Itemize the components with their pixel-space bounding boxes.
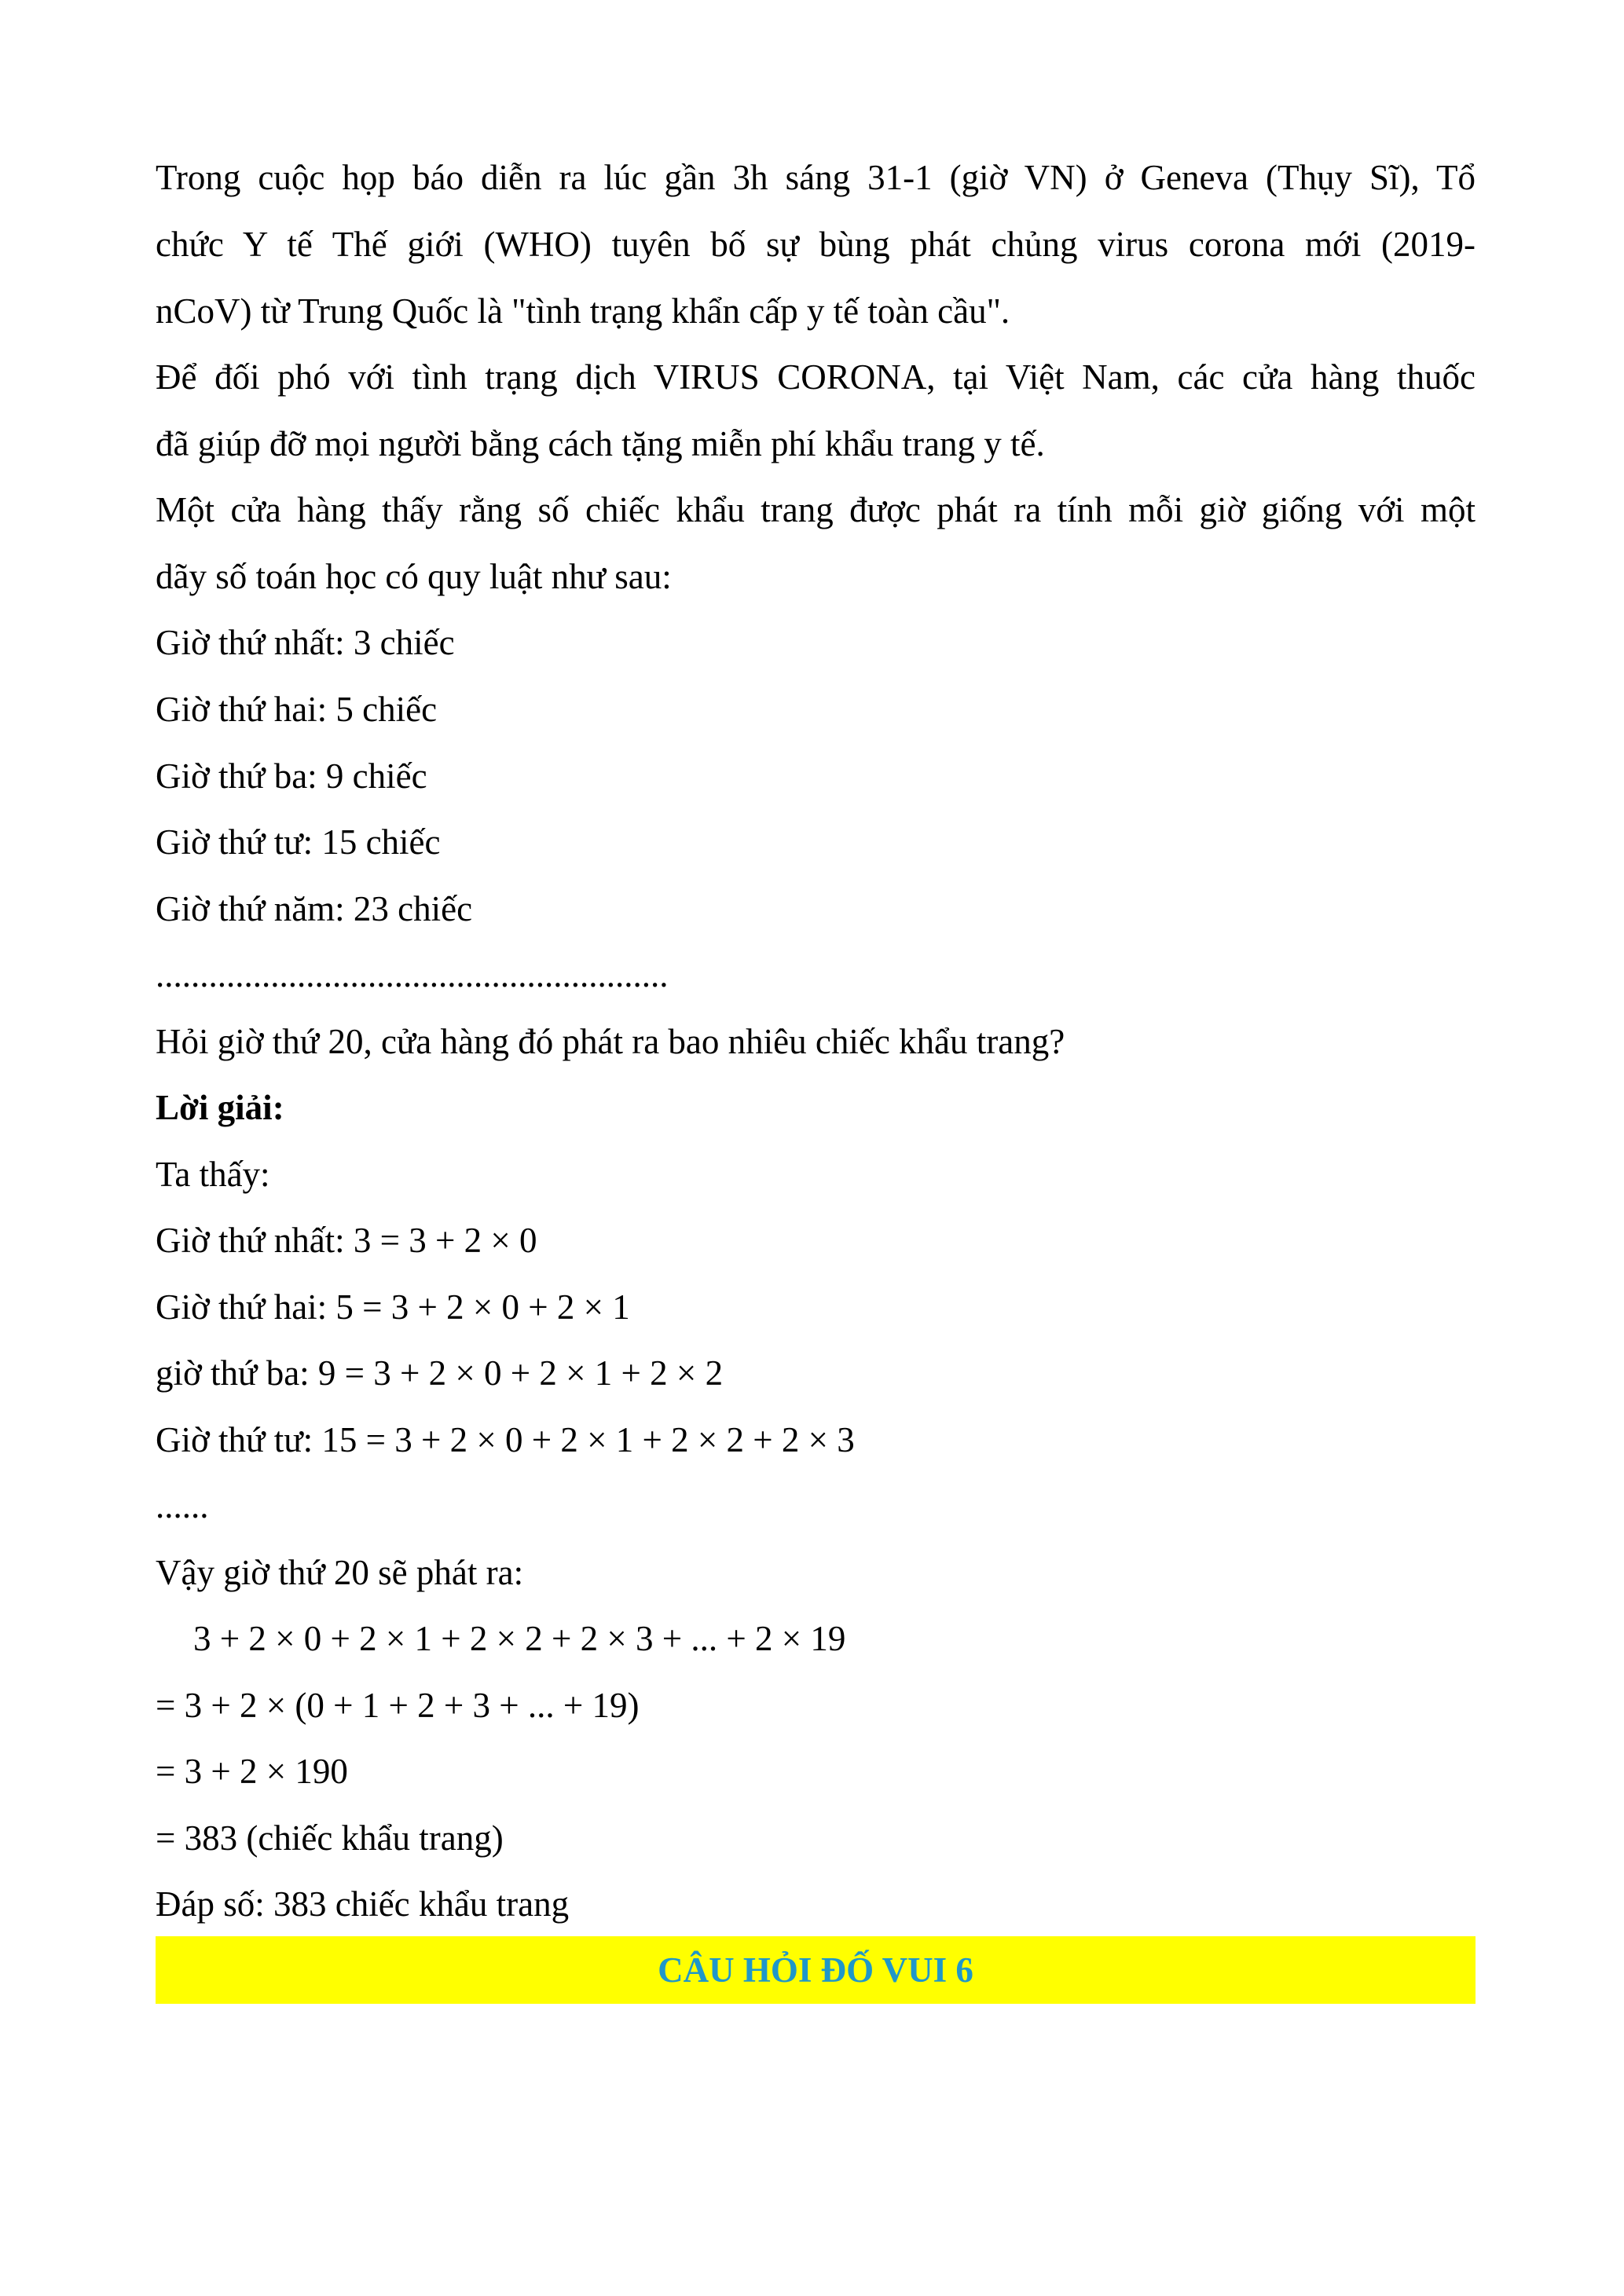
final-answer: Đáp số: 383 chiếc khẩu trang bbox=[156, 1884, 570, 1924]
solution-step: Giờ thứ hai: 5 = 3 + 2 × 0 + 2 × 1 bbox=[156, 1287, 630, 1327]
intro-paragraph-line: đã giúp đỡ mọi người bằng cách tặng miễn phí khẩu trang y tế. bbox=[156, 424, 1045, 463]
solution-intro: Ta thấy: bbox=[156, 1155, 270, 1194]
intro-paragraph-line: Trong cuộc họp báo diễn ra lúc gần 3h sáng 31-1 (giờ VN) ở Geneva (Thụy Sĩ), Tổ bbox=[156, 158, 1476, 197]
calculation-line: = 3 + 2 × (0 + 1 + 2 + 3 + ... + 19) bbox=[156, 1686, 640, 1725]
solution-ellipsis: ...... bbox=[156, 1486, 209, 1525]
intro-paragraph-line: Để đối phó với tình trạng dịch VIRUS CORONA, tại Việt Nam, các cửa hàng thuốc bbox=[156, 357, 1476, 397]
solution-step: giờ thứ ba: 9 = 3 + 2 × 0 + 2 × 1 + 2 × 2 bbox=[156, 1353, 724, 1393]
calculation-line: = 383 (chiếc khẩu trang) bbox=[156, 1818, 504, 1858]
dotted-continuation: .......................................................... bbox=[156, 955, 669, 994]
sequence-item: Giờ thứ hai: 5 chiếc bbox=[156, 690, 438, 729]
intro-paragraph-line: Một cửa hàng thấy rằng số chiếc khẩu trang được phát ra tính mỗi giờ giống với một bbox=[156, 490, 1476, 529]
intro-paragraph-line: nCoV) từ Trung Quốc là "tình trạng khẩn cấp y tế toàn cầu". bbox=[156, 291, 1010, 331]
solution-step: Giờ thứ nhất: 3 = 3 + 2 × 0 bbox=[156, 1221, 537, 1260]
conclusion-intro: Vậy giờ thứ 20 sẽ phát ra: bbox=[156, 1553, 524, 1592]
solution-step: Giờ thứ tư: 15 = 3 + 2 × 0 + 2 × 1 + 2 × 2 + 2 × 3 bbox=[156, 1420, 855, 1459]
calculation-line: = 3 + 2 × 190 bbox=[156, 1752, 348, 1791]
question: Hỏi giờ thứ 20, cửa hàng đó phát ra bao nhiêu chiếc khẩu trang? bbox=[156, 1022, 1065, 1061]
banner-title: CÂU HỎI ĐỐ VUI 6 bbox=[658, 1950, 973, 1990]
sequence-item: Giờ thứ năm: 23 chiếc bbox=[156, 889, 473, 928]
sequence-item: Giờ thứ ba: 9 chiếc bbox=[156, 756, 427, 796]
intro-paragraph-line: chức Y tế Thế giới (WHO) tuyên bố sự bùng phát chủng virus corona mới (2019- bbox=[156, 225, 1476, 264]
sequence-item: Giờ thứ tư: 15 chiếc bbox=[156, 822, 441, 862]
solution-heading: Lời giải: bbox=[156, 1088, 284, 1127]
sequence-item: Giờ thứ nhất: 3 chiếc bbox=[156, 623, 455, 662]
calculation-line: 3 + 2 × 0 + 2 × 1 + 2 × 2 + 2 × 3 + ... + 2 × 19 bbox=[193, 1619, 846, 1658]
section-banner bbox=[156, 1936, 1476, 2004]
intro-paragraph-line: dãy số toán học có quy luật như sau: bbox=[156, 557, 672, 596]
